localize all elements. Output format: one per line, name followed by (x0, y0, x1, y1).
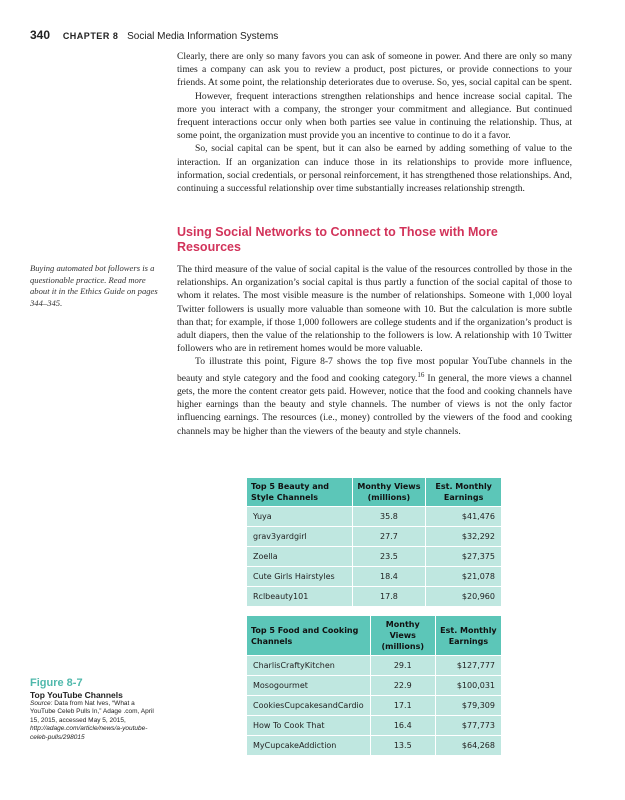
monthly-earnings: $100,031 (435, 676, 501, 696)
monthly-views: 22.9 (370, 676, 435, 696)
channel-name: Zoella (247, 547, 353, 567)
paragraph: So, social capital can be spent, but it can also be earned by adding something of value to the interaction. If an organization can induce those in its relationships to provide more influence, information, social credentials, or personal reinforcement, it has strengthened those relationships. And, continuing a successful relationship over time substantially increases relationship strength. (177, 143, 572, 195)
source-text: Data from Nat Ives, “What a YouTube Celeb Pulls In,” Adage .com, April 15, 2015, accessed May 5, 2015, (30, 700, 154, 724)
channel-name: Yuya (247, 507, 353, 527)
channel-name: Rclbeauty101 (247, 587, 353, 607)
monthly-earnings: $27,375 (426, 547, 502, 567)
page-number: 340 (30, 28, 51, 42)
paragraph-tail: In general, the more views a channel gets, the more the content creator gets paid. However, notice that the food and cooking channels have higher earnings than the beauty and style channels. The number of views is not the only factor influencing earnings. The resources (i.e., money) controlled by the viewers of the food and cooking channels may be higher than the viewers of the beauty and style channels. (177, 372, 573, 437)
monthly-earnings: $127,777 (435, 656, 501, 676)
table-row (247, 696, 502, 716)
column-header: Est. Monthly Earnings (435, 616, 501, 656)
body-text-bottom (177, 263, 572, 438)
monthly-views: 17.1 (370, 696, 435, 716)
channel-name: CookiesCupcakesandCardio (247, 696, 371, 716)
body-text-top (177, 50, 572, 195)
table-row (247, 676, 502, 696)
table-row (247, 656, 502, 676)
table-row (247, 716, 502, 736)
monthly-views: 27.7 (352, 527, 426, 547)
channel-name: grav3yardgirl (247, 527, 353, 547)
monthly-earnings: $32,292 (426, 527, 502, 547)
monthly-earnings: $64,268 (435, 736, 501, 756)
food-channels-table (246, 615, 502, 756)
monthly-views: 29.1 (370, 656, 435, 676)
monthly-views: 35.8 (352, 507, 426, 527)
figure-number: Figure 8-7 (30, 677, 83, 689)
chapter-title: Social Media Information Systems (127, 31, 279, 42)
channel-name: Mosogourmet (247, 676, 371, 696)
table-row (247, 527, 502, 547)
paragraph-head: To illustrate this point, Figure 8-7 shows the top five most popular YouTube channels in the beauty and style category and the food and cooking category. (177, 356, 572, 384)
figure-caption (30, 677, 160, 742)
figure-title: Top YouTube Channels (30, 690, 123, 700)
monthly-earnings: $77,773 (435, 716, 501, 736)
paragraph: The third measure of the value of social capital is the value of the resources controlled by those in the relationships. An organization’s social capital is thus partly a function of the social capital of those to whom it relates. The most visible measure is the number of relationships. Someone with 1,000 loyal Twitter followers is usually more valuable than someone with 10. But the calculation is more subtle than that; for example, if those 1,000 followers are college students and if the organization’s product is adult diapers, then the value of the relationship to the followers is low. A relationship with 10 Twitter followers who are in retirement homes would be more valuable. (177, 264, 572, 355)
margin-note: Buying automated bot followers is a questionable practice. Read more about it in the Ethics Guide on pages 344–345. (30, 263, 158, 308)
monthly-views: 23.5 (352, 547, 426, 567)
monthly-earnings: $20,960 (426, 587, 502, 607)
source-url: http://adage.com/article/news/a-youtube-celeb-pulls/298015 (30, 725, 148, 741)
table-row (247, 507, 502, 527)
footnote-ref: 16 (417, 370, 425, 379)
monthly-earnings: $21,078 (426, 567, 502, 587)
chapter-label: CHAPTER 8 (62, 31, 119, 41)
page-header (30, 28, 278, 42)
channel-name: MyCupcakeAddiction (247, 736, 371, 756)
paragraph: Clearly, there are only so many favors you can ask of someone in power. And there are only so many times a company can ask you to review a product, post pictures, or provide connections to your friends. At some point, the relationship deteriorates due to overuse. So, yes, social capital can be spent. (177, 51, 572, 89)
monthly-earnings: $79,309 (435, 696, 501, 716)
section-title: Using Social Networks to Connect to Those with More Resources (177, 225, 498, 254)
monthly-views: 17.8 (352, 587, 426, 607)
paragraph (177, 355, 572, 437)
monthly-views: 18.4 (352, 567, 426, 587)
monthly-earnings: $41,476 (426, 507, 502, 527)
table-row (247, 587, 502, 607)
channel-name: CharlisCraftyKitchen (247, 656, 371, 676)
monthly-views: 13.5 (370, 736, 435, 756)
column-header: Est. Monthly Earnings (426, 478, 502, 507)
column-header: Top 5 Beauty and Style Channels (247, 478, 353, 507)
column-header: Top 5 Food and Cooking Channels (247, 616, 371, 656)
table-row (247, 736, 502, 756)
monthly-views: 16.4 (370, 716, 435, 736)
column-header: Monthy Views (millions) (352, 478, 426, 507)
table-row (247, 567, 502, 587)
figure-source (30, 700, 160, 742)
paragraph: However, frequent interactions strengthen relationships and hence increase social capital. The more you interact with a company, the stronger your commitment and allegiance. But continued frequent interactions occur only when both parties see value in continuing the relationship. Thus, at some point, the organization must provide you an incentive to continue to do it a favor. (177, 90, 572, 142)
channel-name: Cute Girls Hairstyles (247, 567, 353, 587)
column-header: Monthy Views (millions) (370, 616, 435, 656)
beauty-channels-table (246, 477, 502, 607)
channel-name: How To Cook That (247, 716, 371, 736)
source-label: Source: (30, 700, 53, 707)
table-row (247, 547, 502, 567)
